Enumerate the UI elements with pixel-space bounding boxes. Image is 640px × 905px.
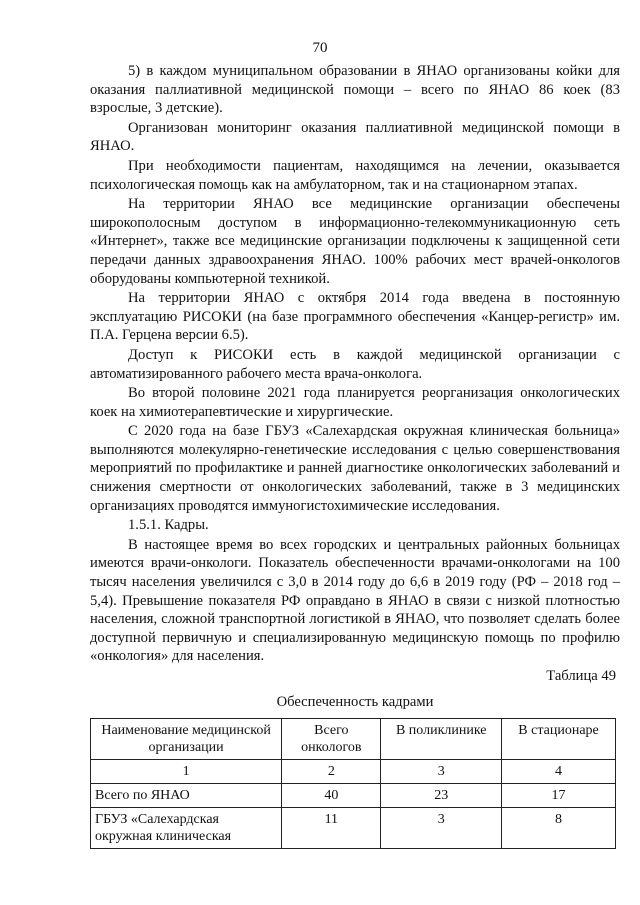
paragraph: Организован мониторинг оказания паллиативной медицинской помощи в ЯНАО. bbox=[90, 119, 620, 155]
section-heading: 1.5.1. Кадры. bbox=[128, 517, 209, 534]
paragraph: В настоящее время во всех городских и центральных районных больницах имеются врачи-онкологи. Показатель обеспеченности врачами-онкологами на 100 тысяч населения увеличился с 3,0 в 2014 году до 6,6 в 2019 году (РФ – 2018 год – 5,4). Превышение показателя РФ оправдано в ЯНАО в связи с низкой плотностью населения, сложной транспортной логистикой в ЯНАО, что позволяет сделать более доступной первичную и специализированную медицинскую помощь по профилю «онкология» для населения. bbox=[90, 536, 620, 665]
table-cell: ГБУЗ «Салехардская окружная клиническая bbox=[91, 808, 282, 849]
header-hospital: В стационаре bbox=[502, 719, 616, 760]
staffing-table bbox=[90, 718, 616, 849]
table-cell: 2 bbox=[282, 760, 381, 784]
table-cell: 3 bbox=[381, 808, 502, 849]
table-cell: 40 bbox=[282, 784, 381, 808]
paragraph: С 2020 года на базе ГБУЗ «Салехардская окружная клиническая больница» выполняются молекулярно-генетические исследования с целью совершенствования мероприятий по профилактике и ранней диагностике онкологических заболеваний и снижения смертности от онкологических заболеваний, также в 3 медицинских организациях проводятся иммуногистохимические исследования. bbox=[90, 423, 620, 514]
table-numbering-row bbox=[91, 760, 616, 784]
table-cell: 4 bbox=[502, 760, 616, 784]
paragraph: Доступ к РИСОКИ есть в каждой медицинской организации с автоматизированного рабочего места врача-онколога. bbox=[90, 346, 620, 382]
table-cell: 11 bbox=[282, 808, 381, 849]
paragraph: На территории ЯНАО с октября 2014 года введена в постоянную эксплуатацию РИСОКИ (на базе программного обеспечения «Канцер-регистр» им. П.А. Герцена версии 6.5). bbox=[90, 290, 620, 344]
paragraph: 5) в каждом муниципальном образовании в ЯНАО организованы койки для оказания паллиативной медицинской помощи – всего по ЯНАО 86 коек (83 взрослые, 3 детские). bbox=[90, 63, 620, 117]
body-text bbox=[90, 62, 620, 667]
header-organization: Наименование медицинской организации bbox=[91, 719, 282, 760]
table-cell: 1 bbox=[91, 760, 282, 784]
table-caption: Таблица 49 bbox=[546, 668, 616, 684]
header-polyclinic: В поликлинике bbox=[381, 719, 502, 760]
table-row bbox=[91, 808, 616, 849]
header-total-oncologists: Всего онкологов bbox=[282, 719, 381, 760]
table-cell: 17 bbox=[502, 784, 616, 808]
table-cell: 23 bbox=[381, 784, 502, 808]
table-title: Обеспеченность кадрами bbox=[276, 694, 434, 710]
table-cell: 8 bbox=[502, 808, 616, 849]
paragraph: На территории ЯНАО все медицинские организации обеспечены широкополосным доступом в информационно-телекоммуникационную сеть «Интернет», также все медицинские организации подключены к защищенной сети передачи данных здравоохранения ЯНАО. 100% рабочих мест врачей-онкологов оборудованы компьютерной техникой. bbox=[90, 196, 620, 287]
table-row bbox=[91, 784, 616, 808]
table-cell: 3 bbox=[381, 760, 502, 784]
paragraph: При необходимости пациентам, находящимся на лечении, оказывается психологическая помощь как на амбулаторном, так и на стационарном этапах. bbox=[90, 157, 620, 193]
paragraph: Во второй половине 2021 года планируется реорганизация онкологических коек на химиотерапевтические и хирургические. bbox=[90, 385, 620, 420]
table-header-row bbox=[91, 719, 616, 760]
page-number: 70 bbox=[312, 40, 328, 56]
table-cell: Всего по ЯНАО bbox=[91, 784, 282, 808]
